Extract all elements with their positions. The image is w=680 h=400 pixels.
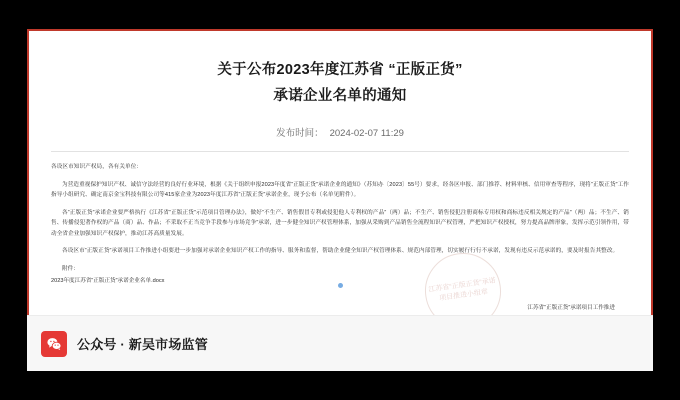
recipients-line: 各设区市知识产权局，各有关单位：	[51, 164, 143, 170]
title-line-1: 关于公布2023年度江苏省 “正版正货”	[217, 62, 463, 78]
loading-indicator-dot	[338, 283, 343, 288]
signature-organization: 江苏省“正版正货”承诺项目工作推进	[527, 305, 615, 311]
attachment-label: 附件：	[62, 265, 79, 272]
title-line-2: 承诺企业名单的通知	[273, 88, 407, 104]
official-seal: 江苏省“正版正货”承诺项目推进小组章	[420, 248, 506, 334]
body-paragraph-2: 各“正版正货”承诺企业要严格执行《江苏省“正版正货”示范项目管理办法》，做好“不生产、销售假冒专利或侵犯他人专利权的产品”（两）品；不生产、销售侵犯注册商标专用权和商标违反相关规定的产品”（两）品；不生产、销售、传播侵犯著作权的产品（商）品、作品；不采取不正当竞争手段参与市场竞争”承诺，进一步健全知识产权管理体系，加强从采购到产品销售全流程知识产权管理，严把知识产权授权，努力提高品牌形象，发挥示范引领作用，带动全省企业加强知识产权保护，推动江苏高质量发展。	[51, 209, 629, 237]
wechat-account-icon	[41, 331, 67, 357]
document-title	[29, 31, 651, 109]
document-body	[29, 152, 651, 284]
account-bar[interactable]	[27, 315, 653, 371]
body-paragraph-1: 为营造重视保护知识产权、诚信守法经营的良好行业环境，根据《关于组织申报2023年度省“正版正货”承诺企业的通知》（苏知办〔2023〕55号）要求，经各区申报、部门推荐、材料审核、信用审查等程序，现将“正版正货”工作指导小组研究、确定南京金宝科技有限公司等415家企业为2023年度江苏省“正版正货”承诺企业，现予公布（名单见附件）。	[51, 181, 629, 198]
publish-time-label: 发布时间：	[276, 128, 324, 139]
publish-time-row	[29, 125, 651, 139]
attachment-file-name[interactable]: 2023年度江苏省“正版正货”承诺企业名单.docx	[51, 277, 165, 284]
publish-time-value: 2024-02-07 11:29	[329, 128, 404, 139]
account-name: 公众号 · 新吴市场监管	[77, 337, 208, 352]
body-paragraph-3: 各设区市“正版正货”承诺项目工作推进小组要进一步加强对承诺企业知识产权工作的指导、服务和监督，帮助企业健全知识产权管理体系、规范内部管理，切实履行行行不承诺，发现有违反示范承诺的，要及时报告其整改。	[62, 248, 619, 254]
